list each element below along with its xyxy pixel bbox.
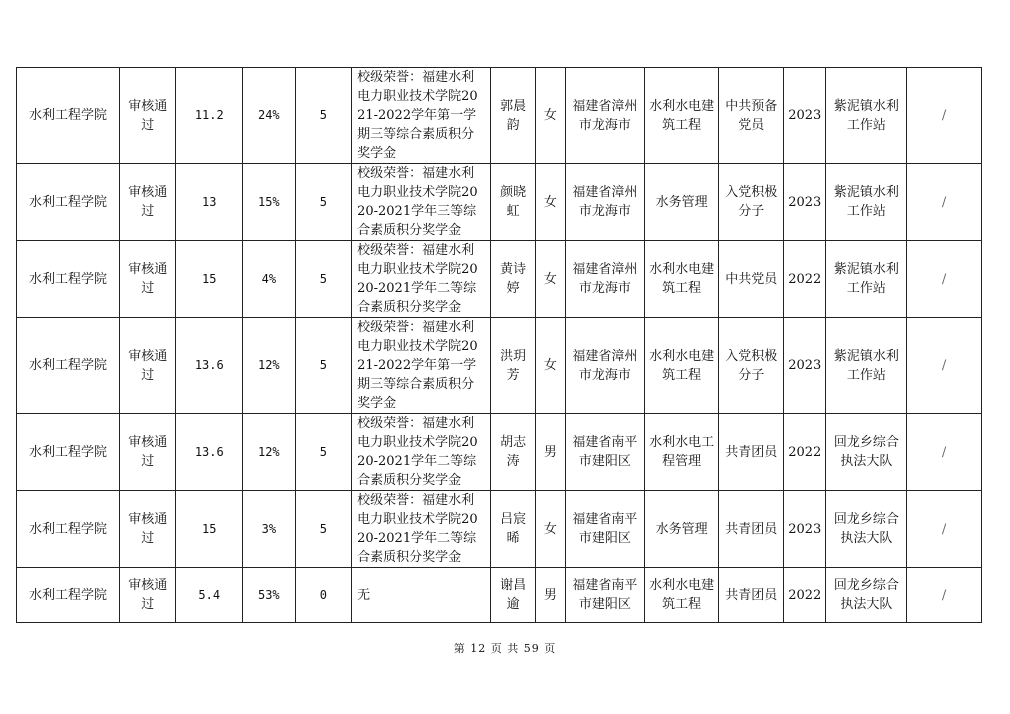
unit-cell: 紫泥镇水利工作站 [826, 318, 907, 414]
rank-cell: 53% [243, 568, 295, 623]
name-cell: 黄诗婷 [491, 241, 535, 318]
honor-cell: 校级荣誉：福建水利电力职业技术学院2021-2022学年第一学期三等综合素质积分奖学金 [352, 68, 491, 164]
college-cell: 水利工程学院 [17, 68, 120, 164]
honor-cell: 校级荣誉：福建水利电力职业技术学院2020-2021学年三等综合素质积分奖学金 [352, 164, 491, 241]
table-row [17, 414, 982, 491]
status-cell: 审核通过 [119, 491, 176, 568]
political-cell: 中共党员 [719, 241, 784, 318]
major-cell: 水务管理 [644, 164, 719, 241]
honor-cell: 校级荣誉：福建水利电力职业技术学院2020-2021学年二等综合素质积分奖学金 [352, 241, 491, 318]
score-cell: 15 [176, 491, 243, 568]
table-row [17, 241, 982, 318]
gender-cell: 女 [535, 318, 565, 414]
note-cell: / [907, 318, 982, 414]
origin-cell: 福建省漳州市龙海市 [566, 164, 645, 241]
table-row [17, 68, 982, 164]
table-row [17, 164, 982, 241]
status-cell: 审核通过 [119, 568, 176, 623]
status-cell: 审核通过 [119, 318, 176, 414]
major-cell: 水务管理 [644, 491, 719, 568]
page-footer: 第 12 页 共 59 页 [453, 642, 557, 655]
origin-cell: 福建省南平市建阳区 [566, 568, 645, 623]
count-cell: 5 [295, 241, 352, 318]
college-cell: 水利工程学院 [17, 164, 120, 241]
rank-cell: 24% [243, 68, 295, 164]
note-cell: / [907, 568, 982, 623]
rank-cell: 12% [243, 414, 295, 491]
rank-cell: 4% [243, 241, 295, 318]
score-cell: 13.6 [176, 414, 243, 491]
unit-cell: 紫泥镇水利工作站 [826, 68, 907, 164]
political-cell: 共青团员 [719, 568, 784, 623]
score-cell: 13.6 [176, 318, 243, 414]
political-cell: 入党积极分子 [719, 318, 784, 414]
count-cell: 5 [295, 68, 352, 164]
year-cell: 2022 [784, 241, 826, 318]
score-cell: 13 [176, 164, 243, 241]
count-cell: 5 [295, 414, 352, 491]
college-cell: 水利工程学院 [17, 318, 120, 414]
score-cell: 5.4 [176, 568, 243, 623]
gender-cell: 男 [535, 414, 565, 491]
unit-cell: 紫泥镇水利工作站 [826, 164, 907, 241]
major-cell: 水利水电建筑工程 [644, 318, 719, 414]
status-cell: 审核通过 [119, 241, 176, 318]
rank-cell: 3% [243, 491, 295, 568]
note-cell: / [907, 491, 982, 568]
political-cell: 共青团员 [719, 414, 784, 491]
note-cell: / [907, 164, 982, 241]
honor-cell: 校级荣誉：福建水利电力职业技术学院2021-2022学年第一学期三等综合素质积分奖学金 [352, 318, 491, 414]
gender-cell: 女 [535, 68, 565, 164]
college-cell: 水利工程学院 [17, 414, 120, 491]
name-cell: 颜晓虹 [491, 164, 535, 241]
political-cell: 共青团员 [719, 491, 784, 568]
origin-cell: 福建省南平市建阳区 [566, 491, 645, 568]
gender-cell: 男 [535, 568, 565, 623]
political-cell: 中共预备党员 [719, 68, 784, 164]
major-cell: 水利水电工程管理 [644, 414, 719, 491]
unit-cell: 回龙乡综合执法大队 [826, 491, 907, 568]
count-cell: 5 [295, 318, 352, 414]
major-cell: 水利水电建筑工程 [644, 568, 719, 623]
year-cell: 2023 [784, 68, 826, 164]
note-cell: / [907, 241, 982, 318]
origin-cell: 福建省南平市建阳区 [566, 414, 645, 491]
count-cell: 5 [295, 164, 352, 241]
name-cell: 吕宸晞 [491, 491, 535, 568]
table-row [17, 568, 982, 623]
major-cell: 水利水电建筑工程 [644, 68, 719, 164]
gender-cell: 女 [535, 491, 565, 568]
rank-cell: 12% [243, 318, 295, 414]
origin-cell: 福建省漳州市龙海市 [566, 68, 645, 164]
origin-cell: 福建省漳州市龙海市 [566, 318, 645, 414]
name-cell: 郭晨韵 [491, 68, 535, 164]
note-cell: / [907, 414, 982, 491]
political-cell: 入党积极分子 [719, 164, 784, 241]
college-cell: 水利工程学院 [17, 568, 120, 623]
year-cell: 2022 [784, 568, 826, 623]
status-cell: 审核通过 [119, 414, 176, 491]
unit-cell: 回龙乡综合执法大队 [826, 568, 907, 623]
rank-cell: 15% [243, 164, 295, 241]
honor-cell: 校级荣誉：福建水利电力职业技术学院2020-2021学年二等综合素质积分奖学金 [352, 491, 491, 568]
year-cell: 2022 [784, 414, 826, 491]
table-row [17, 491, 982, 568]
college-cell: 水利工程学院 [17, 241, 120, 318]
note-cell: / [907, 68, 982, 164]
origin-cell: 福建省漳州市龙海市 [566, 241, 645, 318]
status-cell: 审核通过 [119, 164, 176, 241]
score-cell: 11.2 [176, 68, 243, 164]
name-cell: 胡志涛 [491, 414, 535, 491]
honor-cell: 校级荣誉：福建水利电力职业技术学院2020-2021学年二等综合素质积分奖学金 [352, 414, 491, 491]
year-cell: 2023 [784, 318, 826, 414]
name-cell: 谢昌逾 [491, 568, 535, 623]
gender-cell: 女 [535, 164, 565, 241]
unit-cell: 紫泥镇水利工作站 [826, 241, 907, 318]
major-cell: 水利水电建筑工程 [644, 241, 719, 318]
name-cell: 洪玥芳 [491, 318, 535, 414]
table-row [17, 318, 982, 414]
gender-cell: 女 [535, 241, 565, 318]
unit-cell: 回龙乡综合执法大队 [826, 414, 907, 491]
count-cell: 0 [295, 568, 352, 623]
score-cell: 15 [176, 241, 243, 318]
count-cell: 5 [295, 491, 352, 568]
year-cell: 2023 [784, 491, 826, 568]
year-cell: 2023 [784, 164, 826, 241]
honor-cell: 无 [352, 568, 491, 623]
records-table [16, 67, 982, 623]
college-cell: 水利工程学院 [17, 491, 120, 568]
status-cell: 审核通过 [119, 68, 176, 164]
